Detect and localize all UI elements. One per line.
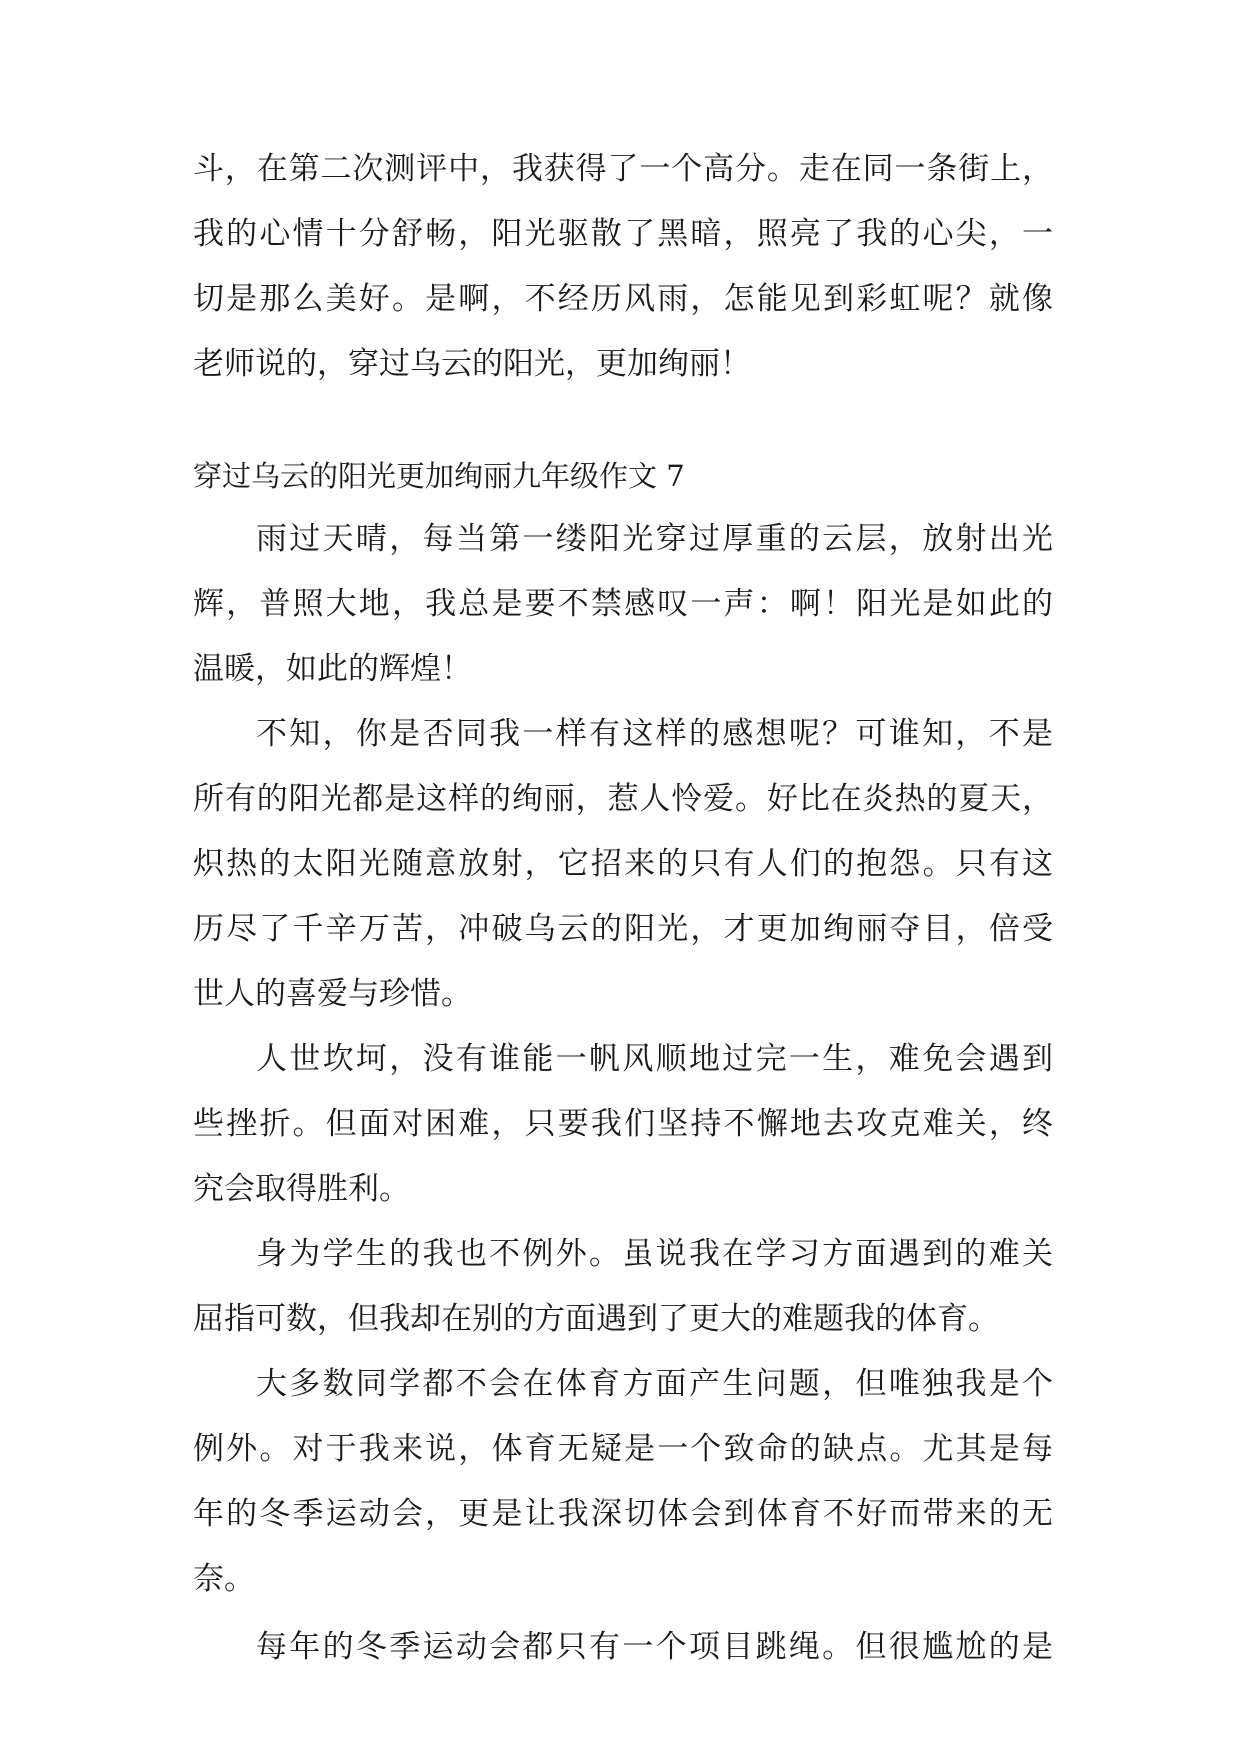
- text-line: 不知，你是否同我一样有这样的感想呢？可谁知，不是: [256, 716, 1053, 752]
- text-line: 历尽了千辛万苦，冲破乌云的阳光，才更加绚丽夺目，倍受: [193, 911, 1053, 947]
- text-line: 斗，在第二次测评中，我获得了一个高分。走在同一条街上，: [193, 151, 1053, 187]
- text-line: 屈指可数，但我却在别的方面遇到了更大的难题我的体育。: [193, 1301, 999, 1337]
- text-line: 身为学生的我也不例外。虽说我在学习方面遇到的难关: [256, 1236, 1053, 1272]
- text-line: 老师说的，穿过乌云的阳光，更加绚丽！: [193, 346, 751, 382]
- text-line: 究会取得胜利。: [193, 1171, 410, 1207]
- text-line: 切是那么美好。是啊，不经历风雨，怎能见到彩虹呢？就像: [193, 281, 1053, 317]
- text-line: 世人的喜爱与珍惜。: [193, 976, 472, 1012]
- text-line: 温暖，如此的辉煌！: [193, 651, 472, 687]
- text-line: 大多数同学都不会在体育方面产生问题，但唯独我是个: [256, 1366, 1053, 1402]
- text-line: 人世坎坷，没有谁能一帆风顺地过完一生，难免会遇到: [256, 1041, 1053, 1077]
- text-line: 我的心情十分舒畅，阳光驱散了黑暗，照亮了我的心尖，一: [193, 216, 1053, 252]
- text-line: 奈。: [193, 1561, 255, 1597]
- text-line: 例外。对于我来说，体育无疑是一个致命的缺点。尤其是每: [193, 1431, 1053, 1467]
- text-line: 雨过天晴，每当第一缕阳光穿过厚重的云层，放射出光: [256, 521, 1053, 557]
- text-line: 炽热的太阳光随意放射，它招来的只有人们的抱怨。只有这: [193, 846, 1053, 882]
- text-line: 所有的阳光都是这样的绚丽，惹人怜爱。好比在炎热的夏天，: [193, 781, 1053, 817]
- section-heading: 穿过乌云的阳光更加绚丽九年级作文 7: [193, 459, 685, 493]
- text-line: 年的冬季运动会，更是让我深切体会到体育不好而带来的无: [193, 1496, 1053, 1532]
- text-line: 每年的冬季运动会都只有一个项目跳绳。但很尴尬的是: [256, 1629, 1053, 1665]
- text-line: 辉，普照大地，我总是要不禁感叹一声：啊！阳光是如此的: [193, 586, 1053, 622]
- text-line: 些挫折。但面对困难，只要我们坚持不懈地去攻克难关，终: [193, 1106, 1053, 1142]
